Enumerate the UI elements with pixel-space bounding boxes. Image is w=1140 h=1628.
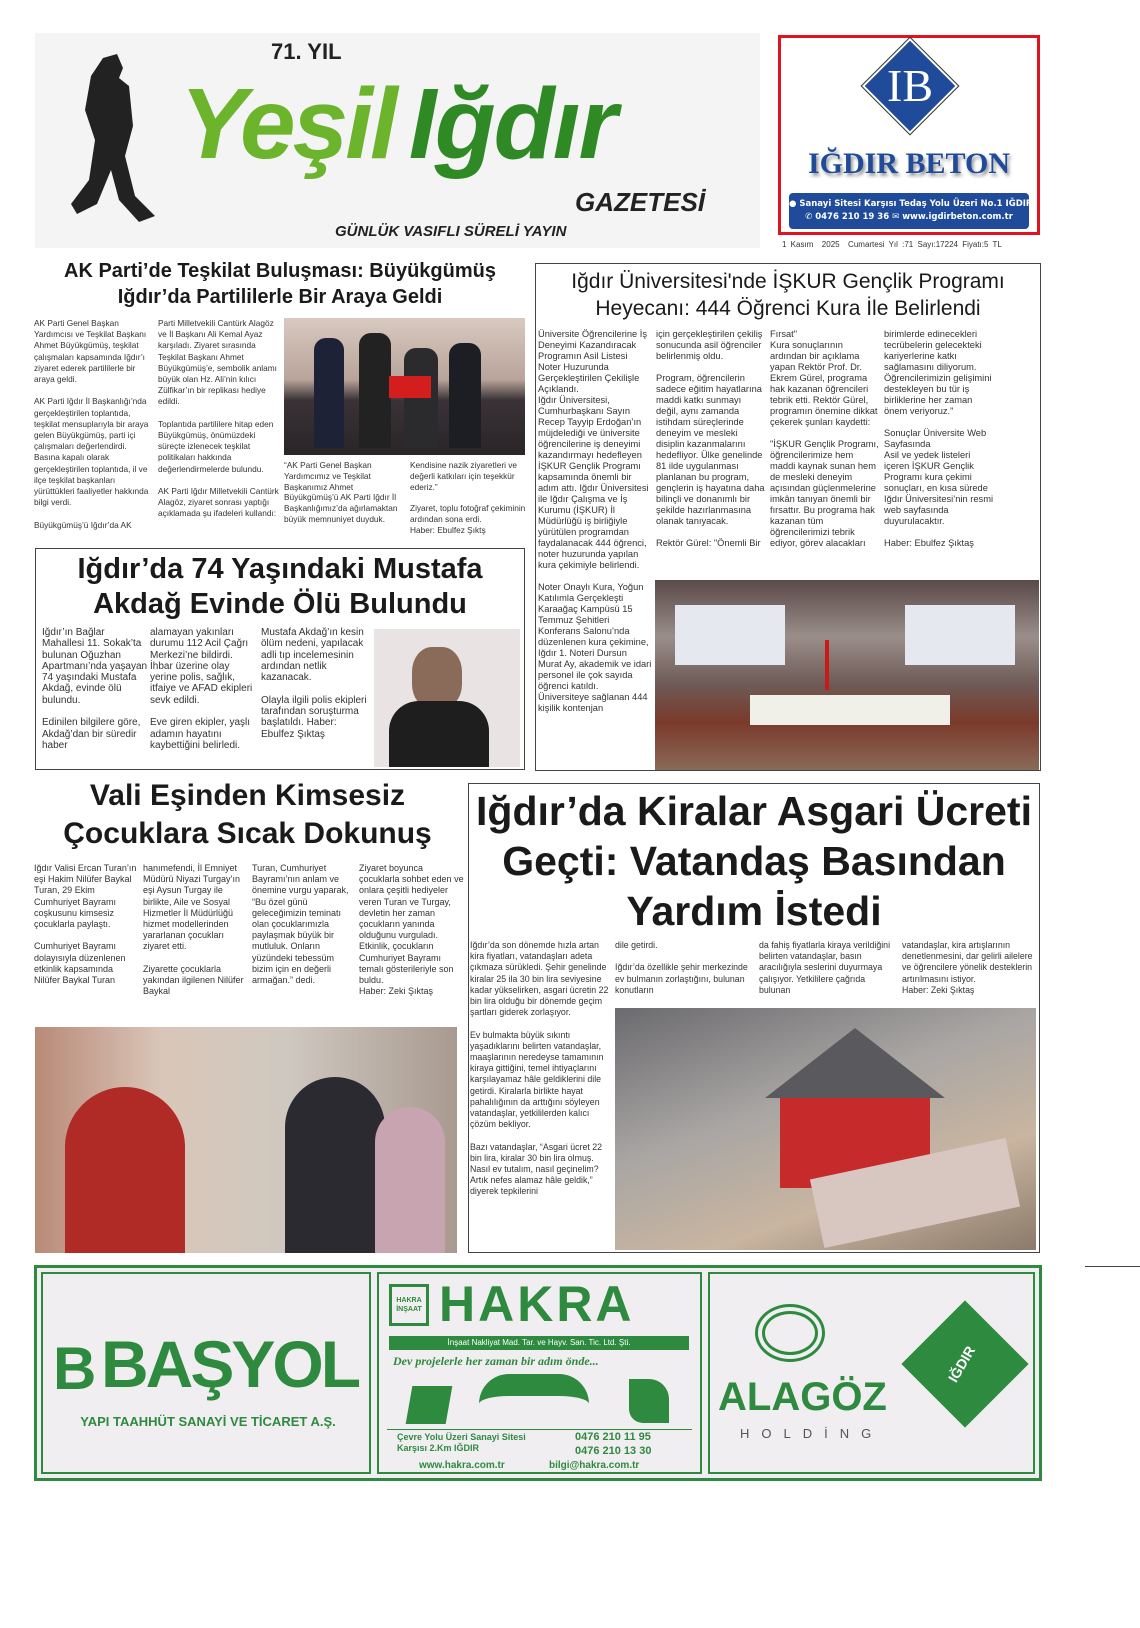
article-column: Üniversite Öğrencilerine İş Deneyimi Kazandıracak Programın Asil Listesi Noter Huzurunda Gerçekleştirilen Çekilişle Açıklandı. Iğdır Üniversitesi, Cumhurbaşkanı Sayın Recep Tayyip Erdoğan’ın müjdelediği ve üniversite öğrencilerine iş deneyimi kazandırmayı hedefleyen İŞKUR Gençlik Programı kapsamında önemli bir adım attı. Iğdır Üniversitesi ile Iğdır Çalışma ve İş Kurumu (İŞKUR) İl Müdürlüğü iş birliğiyle yürütülen programdan faydalanacak 444 öğrenci, noter huzurunda yapılan kura çekimiyle belirlendi. Noter Onaylı Kura, Yoğun Katılımla Gerçekleşti Karaağaç Kampüsü 15 Temmuz Şehitleri Konferans Salonu’nda düzenlenen kura çekimine, Iğdır 1. Noteri Dursun Murat Ay, akademik ve idari personel ile çok sayıda öğrenci katıldı. Üniversiteye sağlanan 444 kişilik kontenjan [538,329,652,713]
hakra-line: İnşaat Nakliyat Mad. Tar. ve Hayv. San. Tic. Ltd. Şti. [389,1336,689,1350]
basyol-subtitle: YAPI TAAHHÜT SANAYİ VE TİCARET A.Ş. [80,1414,336,1429]
hakra-badge: HAKRA İNŞAAT [389,1284,429,1326]
ad-address: Sanayi Sitesi Karşısı Tedaş Yolu Üzeri No.1 IĞDIR [799,199,1033,209]
logo-igdir: Iğdır [408,68,616,180]
hakra-name: HAKRA [439,1276,635,1332]
igdir-badge-text: IĞDIR [944,1343,979,1385]
article-column: dile getirdi. Iğdır’da özellikle şehir merkezinde ev bulmanın zorlaştığını, bulunan konutların [615,940,748,995]
article-column: Fırsat" Kura sonuçlarının ardından bir açıklama yapan Rektör Prof. Dr. Ekrem Gürel, programa hak kazanan öğrencileri tebrik etti. Rektör Gürel, programın önemine dikkat çekerek şunları kaydetti: "İŞKUR Gençlik Programı, öğrencilerimize hem maddi kaynak sunan hem de mesleki deneyim açısından güçlenmelerine imkân tanıyan önemli bir fırsattır. Bu programa hak kazanan tüm öğrencilerimizi tebrik ediyor, görev alacakları [770,329,879,548]
issue-volume: Yıl :71 [888,240,914,249]
article-column: Iğdır Valisi Ercan Turan’ın eşi Hakim Nilüfer Baykal Turan, 29 Ekim Cumhuriyet Bayramı coşkusunu kimsesiz çocuklarla paylaştı. Cumhuriyet Bayramı dolayısıyla düzenlenen etkinlik kapsamında Nilüfer Baykal Turan [34,863,137,986]
mail-icon: ✉ [892,212,900,222]
hakra-email[interactable]: bilgi@hakra.com.tr [549,1460,640,1471]
article-title: AK Parti’de Teşkilat Buluşması: Büyükgümüş Iğdır’da Partililerle Bir Araya Geldi [64,260,496,308]
issue-price: Fiyatı:5 TL [962,240,1002,249]
basyol-logo-icon: B [53,1335,97,1402]
article-column: Ziyaret boyunca çocuklarla sohbet eden ve onlara çeşitli hediyeler veren Turan ve Turgay, devletin her zaman çocukların yanında olduğunu vurguladı. Etkinlik, çocukların Cumhuriyet Bayramı temalı gösterileriyle son buldu. Haber: Zeki Şıktaş [359,863,464,997]
ad-phone: 0476 210 19 36 [815,212,890,222]
vali-visit-photo [35,1027,457,1253]
igdir-beton-ad[interactable] [778,35,1040,235]
issue-year: 2025 [821,240,840,249]
iskur-conference-photo [655,580,1039,770]
article-column: Turan, Cumhuriyet Bayramı’nın anlam ve önemine vurgu yaparak, “Bu özel günü geleceğimizin teminatı olan çocuklarımızla paylaşmak büyük bir mutluluk. Onların yüzündeki tebessüm bizim için en değerli armağan.” dedi. [252,863,349,986]
article-title: Iğdır Üniversitesi'nde İŞKUR Gençlik Programı Heyecanı: 444 Öğrenci Kura İle Belirlendi [571,270,1005,320]
alagoz-holding: HOLDİNG [740,1426,884,1441]
article-column: Iğdır’ın Bağlar Mahallesi 11. Sokak’ta bulunan Oğuzhan Apartmanı’nda yaşayan 74 yaşındaki Mustafa Akdağ, evinde ölü bulundu. Edinilen bilgilere göre, Akdağ’dan bir süredir haber [42,627,148,751]
issue-number: Sayı:17224 [917,240,958,249]
article-iskur [535,263,1041,771]
hakra-phone2: 0476 210 13 30 [575,1445,652,1457]
logo-wordmark [180,67,615,185]
article-column: alamayan yakınları durumu 112 Acil Çağrı Merkezi’ne bildirdi. İhbar üzerine olay yerine polis, sağlık, itfaiye ve AFAD ekipleri sevk edildi. Eve giren ekipler, yaşlı adamın hayatını kaybettiğini belirledi. [150,627,253,751]
basyol-ad[interactable] [41,1272,371,1474]
logo-gazetesi: GAZETESİ [575,187,706,217]
alagoz-ad[interactable] [708,1272,1035,1474]
ib-logo-letters: IB [887,60,933,111]
logo-yesil: Yeşil [180,68,395,180]
article-column: Parti Milletvekili Cantürk Alagöz ve İl Başkanı Ali Kemal Ayaz karşıladı. Ziyaret sırasında Teşkilat Başkanı Ahmet Büyükgümüş’e, sembolik anlamı büyük olan Hz. Ali’nin kılıcı Zülfikar’ın bir replikası hediye edildi. Toplantıda partililere hitap eden Büyükgümüş, önümüzdeki süreçte izlenecek teşkilat politikaları hakkında değerlendirmelerde bulundu. AK Parti Iğdır Milletvekili Cantürk Alagöz, ziyaret sonrası yaptığı açıklamada şu ifadeleri kullandı: [158,318,279,519]
article-column: vatandaşlar, kira artışlarının denetlenmesini, dar gelirli ailelere ve öğrencilere yönelik desteklerin artırılmasını istiyor. Haber: Zeki Şıktaş [902,940,1033,995]
tagline: GÜNLÜK VASIFLI SÜRELİ YAYIN [335,223,567,240]
masthead [35,33,760,248]
article-column: hanımefendi, İl Emniyet Müdürü Niyazi Turgay’ın eşi Aysun Turgay ile birlikte, Aile ve Sosyal Hizmetler İl Müdürlüğü hizmet modellerinden yararlanan çocukları ziyaret etti. Ziyarette çocuklarla yakından ilgilenen Nilüfer Baykal [143,863,244,997]
hakra-address: Çevre Yolu Üzeri Sanayi Sitesi Karşısı 2.Km IĞDIR [397,1432,526,1453]
divider-line [1085,1266,1140,1267]
article-column: Kendisine nazik ziyaretleri ve değerli katkıları için teşekkür ederiz.” Ziyaret, toplu fotoğraf çekiminin ardından sona erdi. Haber: Ebulfez Şıktş [410,460,526,535]
phone-icon: ✆ [805,212,813,222]
article-column: “AK Parti Genel Başkan Yardımcımız ve Teşkilat Başkanımız Ahmet Büyükgümüş’ü AK Parti Iğdır İl Başkanlığımız’da ağırlamaktan büyük memnuniyet duyduk. [284,460,398,524]
hakra-shapes-icon [409,1374,669,1424]
article-title: Iğdır’da 74 Yaşındaki Mustafa Akdağ Evinde Ölü Bulundu [77,553,483,620]
akparti-photo [284,318,525,455]
hakra-phone1: 0476 210 11 95 [575,1431,651,1443]
article-column: birimlerde edinecekleri tecrübelerin gelecekteki kariyerlerine katkı sağlamasını diliyorum. Öğrencilerimizin gelişimini destekleyen bu tür iş birliklerine her zaman önem veriyoruz." Sonuçlar Üniversite Web Sayfasında Asil ve yedek listeleri içeren İŞKUR Gençlik Programı kura çekimi sonuçları, en kısa sürede Iğdır Üniversitesi’nin resmi web sayfasında duyurulacaktır. Haber: Ebulfez Şıktaş [884,329,994,548]
alagoz-name: ALAGÖZ [718,1375,887,1419]
article-column: için gerçekleştirilen çekiliş sonucunda asil öğrenciler belirlenmiş oldu. Program, öğrencilerin sadece eğitim hayatlarına maddi katkı sunmayı değil, aynı zamanda istihdam süreçlerinde deneyim ve mesleki disiplin kazanmalarını hedefliyor. Ülke genelinde 81 ilde uygulanması planlanan bu program, gençlerin iş hayatına daha bilinçli ve donanımlı bir şekilde hazırlanmasına olanak tanıyacak. Rektör Gürel: "Önemli Bir [656,329,765,548]
ad-company-name: IĞDIR BETON [807,147,1010,180]
article-column: Mustafa Akdağ’ın kesin ölüm nedeni, yapılacak adli tıp incelemesinin ardından netlik kazanacak. Olayla ilgili polis ekipleri tarafından soruşturma başlatıldı. Haber: Ebulfez Şıktaş [261,627,367,740]
article-mustafa [35,548,525,770]
hakra-web[interactable]: www.hakra.com.tr [419,1460,505,1471]
article-column: Iğdır’da son dönemde hızla artan kira fiyatları, vatandaşları adeta çıkmaza sürükledi. Şehir genelinde kiralar 25 ila 30 bin lira seviyesine kadar yükselirken, asgari ücretin 22 bin lira olduğu bir dönemde geçim şartları giderek zorlaşıyor. Ev bulmakta büyük sıkıntı yaşadıklarını belirten vatandaşlar, maaşlarının neredeyse tamamının kiraya gittiğini, temel ihtiyaçlarını karşılayamaz hâle geldiklerini dile getirdi. Kiralarla birlikte hayat pahalılığının da arttığını söyleyen vatandaşlar, yetkililerden kalıcı çözüm bekliyor. Bazı vatandaşlar, “Asgari ücret 22 bin lira, kiralar 30 bin lira olmuş. Nasıl ev tutalım, nasıl geçinelim? Artık nefes alamaz hâle geldik,” diyerek tepkilerini [470,940,609,1197]
article-kiralar [468,783,1040,1253]
ad-contact-bar [789,193,1033,229]
article-title: Iğdır’da Kiralar Asgari Ücreti Geçti: Vatandaş Basından Yardım İstedi [476,788,1032,934]
issue-weekday: Cumartesi [848,240,885,249]
location-pin-icon: ● [789,199,797,209]
article-column: da fahiş fiyatlarla kiraya verildiğini belirten vatandaşlar, basın aracılığıyla seslerini duyurmaya çalışıyor. Yetkililere çağrıda bulunan [759,940,891,995]
ad-website[interactable]: www.igdirbeton.com.tr [902,212,1013,222]
ataturk-silhouette-icon [55,48,165,238]
alagoz-globe-icon [755,1304,825,1362]
hakra-ad[interactable] [377,1272,702,1474]
year-badge: 71. YIL [271,39,342,64]
house-money-photo [615,1008,1036,1250]
hakra-slogan: Dev projelerle her zaman bir adım önde... [393,1354,599,1368]
mustafa-akdag-photo [374,629,520,767]
basyol-name: BAŞYOL [101,1327,359,1401]
article-title: Vali Eşinden Kimsesiz Çocuklara Sıcak Dokunuş [63,779,432,850]
article-column: AK Parti Genel Başkan Yardımcısı ve Teşkilat Başkanı Ahmet Büyükgümüş, teşkilat çalışmaları kapsamında Iğdır’ı ziyaret ederek partililerle bir araya geldi. AK Parti Iğdır İl Başkanlığı’nda gerçekleştirilen toplantıda, teşkilat mensuplarıyla bir araya gelen Büyükgümüş, parti içi çalışmaları değerlendirdi. Basına kapalı olarak gerçekleştirilen toplantıda, il ve ilçe teşkilat başkanları yürüttükleri faaliyetler hakkında bilgi verdi. Büyükgümüş’ü Iğdır’da AK [34,318,149,530]
sponsor-ads-strip [34,1265,1042,1481]
issue-day: 1 Kasım [782,240,814,249]
issue-info [782,240,1002,249]
